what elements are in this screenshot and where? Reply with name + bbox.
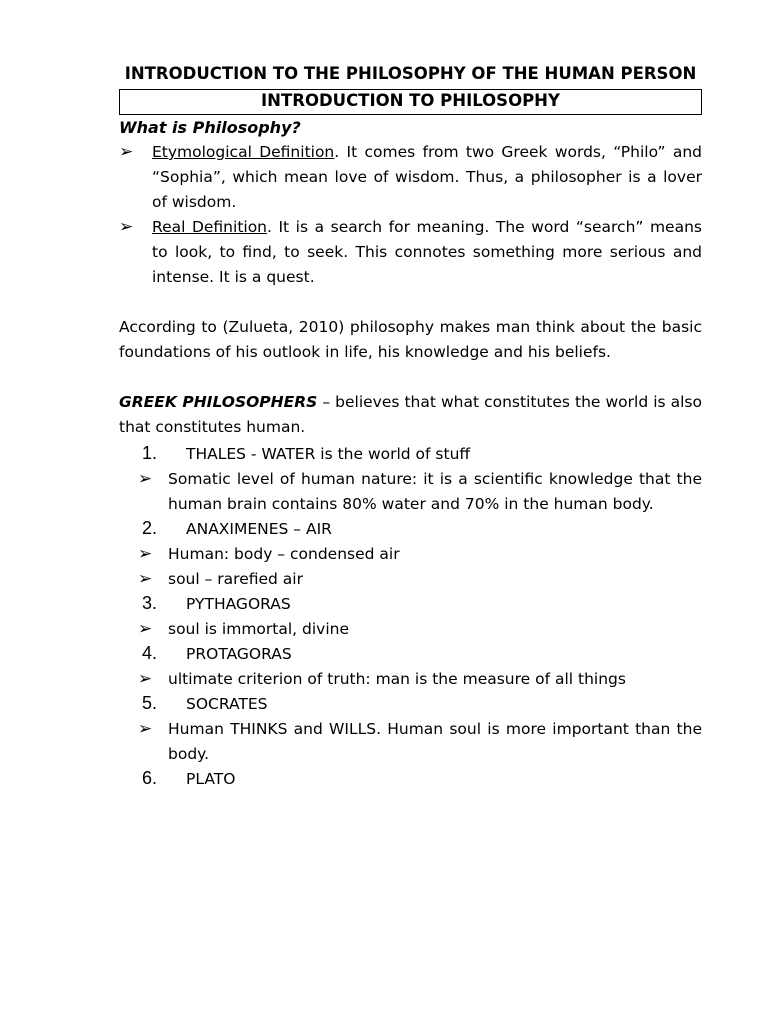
point-item bbox=[119, 717, 702, 767]
list-number: 1. bbox=[142, 443, 158, 463]
list-number: 5. bbox=[142, 693, 158, 713]
definition-item bbox=[119, 140, 702, 215]
list-number: 6. bbox=[142, 768, 158, 788]
point-text: soul is immortal, divine bbox=[168, 620, 350, 638]
arrow-bullet-icon: ➢ bbox=[119, 142, 134, 162]
philosopher-name: PROTAGORAS bbox=[186, 645, 292, 663]
greek-heading: GREEK PHILOSOPHERS bbox=[119, 393, 318, 411]
document-title: INTRODUCTION TO THE PHILOSOPHY OF THE HUMAN PERSON bbox=[124, 64, 697, 83]
definition-term: Etymological Definition bbox=[152, 143, 335, 161]
philosopher-name: SOCRATES bbox=[186, 695, 268, 713]
philosopher-name: PYTHAGORAS bbox=[186, 595, 291, 613]
list-number: 2. bbox=[142, 518, 158, 538]
point-text: soul – rarefied air bbox=[168, 570, 303, 588]
arrow-bullet-icon: ➢ bbox=[119, 217, 134, 237]
philosopher-item bbox=[119, 442, 702, 467]
greek-text: – believes that what constitutes the world is also that constitutes human. bbox=[119, 393, 702, 436]
philosopher-item bbox=[119, 517, 702, 542]
point-item bbox=[119, 542, 702, 567]
philosopher-points bbox=[119, 617, 702, 642]
document-page bbox=[119, 62, 702, 792]
point-text: Human: body – condensed air bbox=[168, 545, 400, 563]
greek-paragraph bbox=[119, 390, 702, 440]
point-item bbox=[119, 667, 702, 692]
philosopher-points bbox=[119, 667, 702, 692]
philosopher-points bbox=[119, 467, 702, 517]
definition-term: Real Definition bbox=[152, 218, 268, 236]
point-text: Somatic level of human nature: it is a scientific knowledge that the human brain contains 80% water and 70% in the human body. bbox=[168, 470, 702, 513]
philosopher-item bbox=[119, 642, 702, 667]
philosopher-item bbox=[119, 692, 702, 717]
philosopher-name: PLATO bbox=[186, 770, 236, 788]
philosopher-points bbox=[119, 542, 702, 592]
question-heading: What is Philosophy? bbox=[119, 118, 301, 137]
definition-text: . It is a search for meaning. The word “search” means to look, to find, to seek. This connotes something more serious and intense. It is a quest. bbox=[152, 218, 702, 286]
philosopher-list bbox=[119, 442, 702, 792]
definition-item bbox=[119, 215, 702, 290]
arrow-bullet-icon: ➢ bbox=[138, 719, 153, 739]
philosopher-points bbox=[119, 717, 702, 767]
arrow-bullet-icon: ➢ bbox=[138, 619, 153, 639]
philosopher-name: THALES - WATER is the world of stuff bbox=[186, 445, 471, 463]
arrow-bullet-icon: ➢ bbox=[138, 469, 153, 489]
section-title-box: INTRODUCTION TO PHILOSOPHY bbox=[119, 89, 702, 115]
philosopher-name: ANAXIMENES – AIR bbox=[186, 520, 332, 538]
point-text: ultimate criterion of truth: man is the measure of all things bbox=[168, 670, 626, 688]
philosopher-item bbox=[119, 592, 702, 617]
arrow-bullet-icon: ➢ bbox=[138, 544, 153, 564]
definition-list bbox=[119, 140, 702, 290]
philosopher-item bbox=[119, 767, 702, 792]
zulueta-paragraph: According to (Zulueta, 2010) philosophy makes man think about the basic foundations of his outlook in life, his knowledge and his beliefs. bbox=[119, 318, 702, 361]
point-text: Human THINKS and WILLS. Human soul is more important than the body. bbox=[168, 720, 702, 763]
point-item bbox=[119, 617, 702, 642]
arrow-bullet-icon: ➢ bbox=[138, 569, 153, 589]
arrow-bullet-icon: ➢ bbox=[138, 669, 153, 689]
list-number: 4. bbox=[142, 643, 158, 663]
list-number: 3. bbox=[142, 593, 158, 613]
point-item bbox=[119, 567, 702, 592]
definition-text: . It comes from two Greek words, “Philo” and “Sophia”, which mean love of wisdom. Thus, a philosopher is a lover of wisdom. bbox=[152, 143, 703, 211]
point-item bbox=[119, 467, 702, 517]
